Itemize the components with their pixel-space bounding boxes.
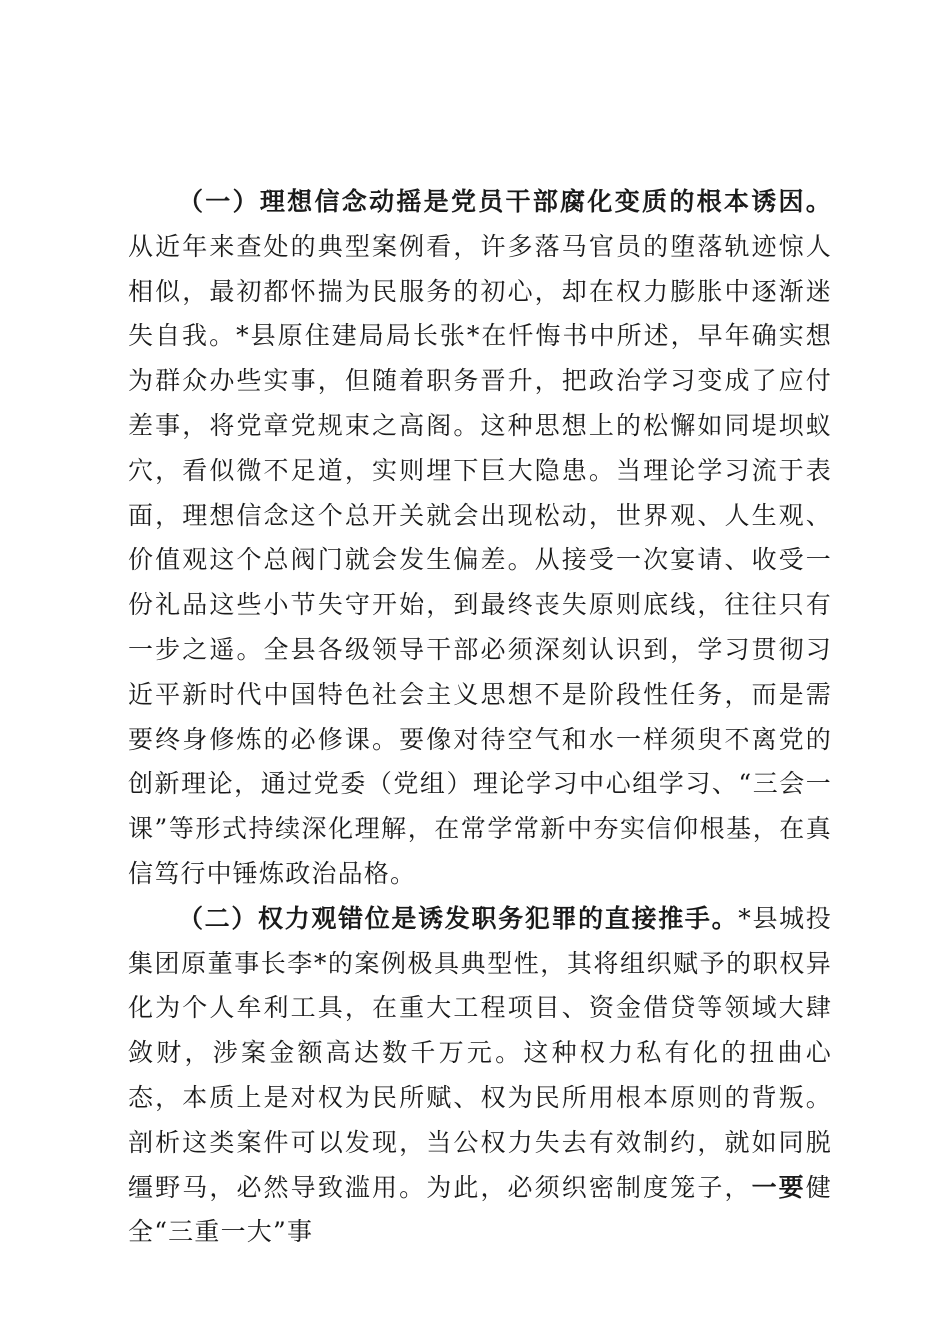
document-body: [128, 180, 832, 1255]
paragraph-1: [128, 180, 832, 897]
paragraph-2-emphasis: 一要: [751, 1172, 806, 1202]
paragraph-2: [128, 897, 832, 1255]
paragraph-2-heading: （二）权力观错位是诱发职务犯罪的直接推手。: [178, 903, 739, 933]
paragraph-1-text: 从近年来查处的典型案例看，许多落马官员的堕落轨迹惊人相似，最初都怀揣为民服务的初心，却在权力膨胀中逐渐迷失自我。*县原住建局局长张*在忏悔书中所述，早年确实想为群众办些实事，但随着职务晋升，把政治学习变成了应付差事，将党章党规束之高阁。这种思想上的松懈如同堤坝蚁穴，看似微不足道，实则埋下巨大隐患。当理论学习流于表面，理想信念这个总开关就会出现松动，世界观、人生观、价值观这个总阀门就会发生偏差。从接受一次宴请、收受一份礼品这些小节失守开始，到最终丧失原则底线，往往只有一步之遥。全县各级领导干部必须深刻认识到，学习贯彻习近平新时代中国特色社会主义思想不是阶段性任务，而是需要终身修炼的必修课。要像对待空气和水一样须臾不离党的创新理论，通过党委（党组）理论学习中心组学习、“三会一课”等形式持续深化理解，在常学常新中夯实信仰根基，在真信笃行中锤炼政治品格。: [128, 231, 832, 888]
paragraph-2-tail: 健全“三重一大”事: [128, 1172, 832, 1247]
paragraph-1-heading: （一）理想信念动摇是党员干部腐化变质的根本诱因。: [178, 187, 832, 216]
paragraph-2-text: *县城投集团原董事长李*的案例极具典型性，其将组织赋予的职权异化为个人牟利工具，在重大工程项目、资金借贷等领域大肆敛财，涉案金额高达数千万元。这种权力私有化的扭曲心态，本质上是对权为民所赋、权为民所用根本原则的背叛。剖析这类案件可以发现，当公权力失去有效制约，就如同脱缰野马，必然导致滥用。为此，必须织密制度笼子，: [128, 903, 833, 1202]
